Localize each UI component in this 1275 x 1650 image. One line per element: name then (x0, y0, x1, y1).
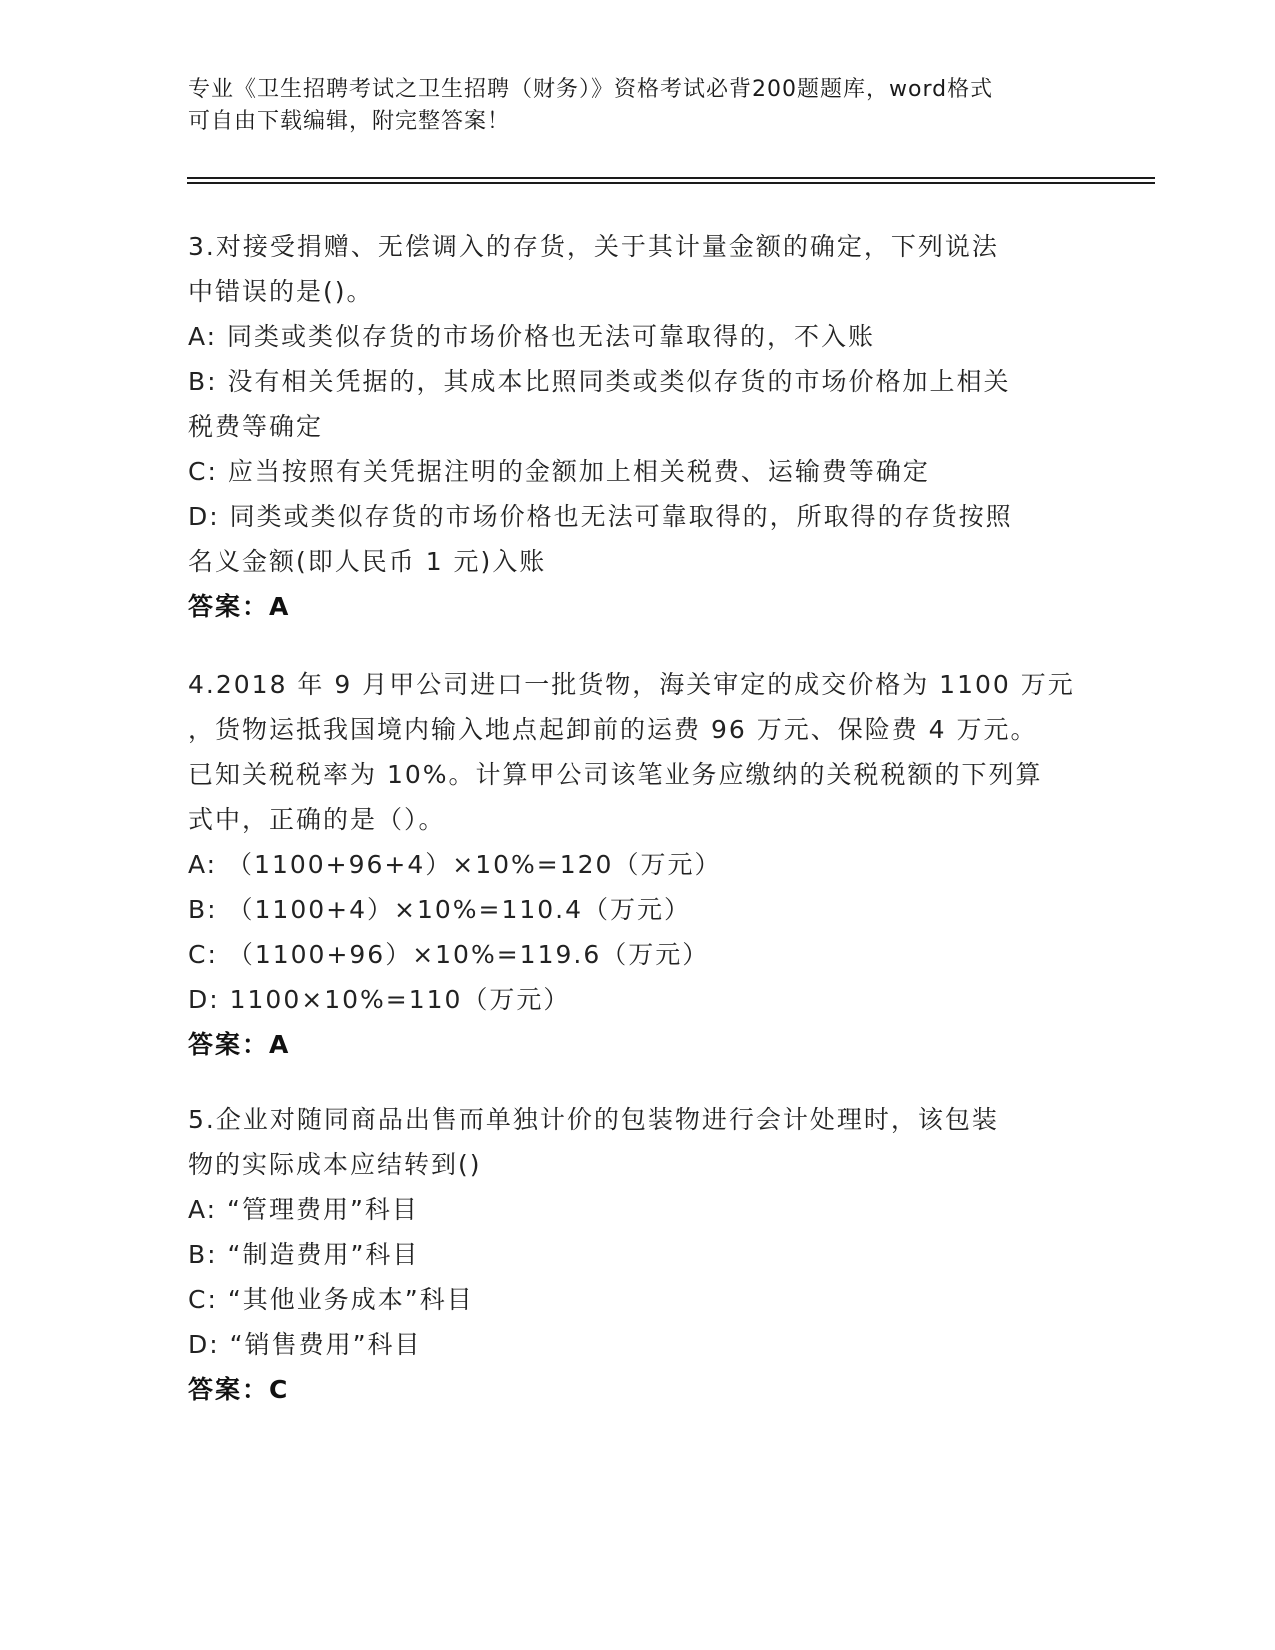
header-divider (187, 182, 1155, 184)
option-d-continued: 名义金额(即人民币 1 元)入账 (188, 547, 547, 576)
answer-label: 答案： (188, 1375, 270, 1404)
document-header (188, 74, 1088, 138)
question-stem-line: 式中，正确的是（）。 (188, 805, 446, 834)
option-b: B: “制造费用”科目 (188, 1240, 420, 1269)
answer-value: A (269, 592, 289, 621)
header-divider (187, 177, 1155, 179)
question-4 (188, 662, 1088, 1067)
question-stem-line: 已知关税税率为 10%。计算甲公司该笔业务应缴纳的关税税额的下列算 (188, 760, 1043, 789)
answer (188, 584, 1088, 629)
option-d: D: “销售费用”科目 (188, 1330, 422, 1359)
question-stem-line: 5.企业对随同商品出售而单独计价的包装物进行会计处理时，该包装 (188, 1105, 999, 1134)
option-b: B: 没有相关凭据的，其成本比照同类或类似存货的市场价格加上相关 (188, 367, 1011, 396)
answer (188, 1022, 1088, 1067)
option-a: A: 同类或类似存货的市场价格也无法可靠取得的，不入账 (188, 322, 876, 351)
question-5 (188, 1097, 1088, 1412)
answer-label: 答案： (188, 592, 270, 621)
option-d: D: 同类或类似存货的市场价格也无法可靠取得的，所取得的存货按照 (188, 502, 1013, 531)
question-stem-line: 物的实际成本应结转到() (188, 1150, 482, 1179)
question-stem-line: 4.2018 年 9 月甲公司进口一批货物，海关审定的成交价格为 1100 万元 (188, 670, 1075, 699)
answer-label: 答案： (188, 1030, 270, 1059)
answer-value: A (269, 1030, 289, 1059)
answer-value: C (269, 1375, 288, 1404)
option-a: A: （1100+96+4）×10%=120（万元） (188, 850, 722, 879)
question-stem-line: 中错误的是()。 (188, 277, 374, 306)
option-c: C: 应当按照有关凭据注明的金额加上相关税费、运输费等确定 (188, 457, 930, 486)
header-line: 可自由下载编辑，附完整答案！ (188, 109, 511, 134)
option-d: D: 1100×10%=110（万元） (188, 985, 571, 1014)
header-line: 专业《卫生招聘考试之卫生招聘（财务）》资格考试必背200题题库，word格式 (188, 77, 994, 102)
option-b: B: （1100+4）×10%=110.4（万元） (188, 895, 692, 924)
option-c: C: （1100+96）×10%=119.6（万元） (188, 940, 710, 969)
answer (188, 1367, 1088, 1412)
question-3 (188, 224, 1088, 629)
option-c: C: “其他业务成本”科目 (188, 1285, 474, 1314)
option-b-continued: 税费等确定 (188, 412, 324, 441)
question-stem-line: 3.对接受捐赠、无偿调入的存货，关于其计量金额的确定，下列说法 (188, 232, 999, 261)
option-a: A: “管理费用”科目 (188, 1195, 419, 1224)
question-stem-line: ，货物运抵我国境内输入地点起卸前的运费 96 万元、保险费 4 万元。 (188, 715, 1038, 744)
